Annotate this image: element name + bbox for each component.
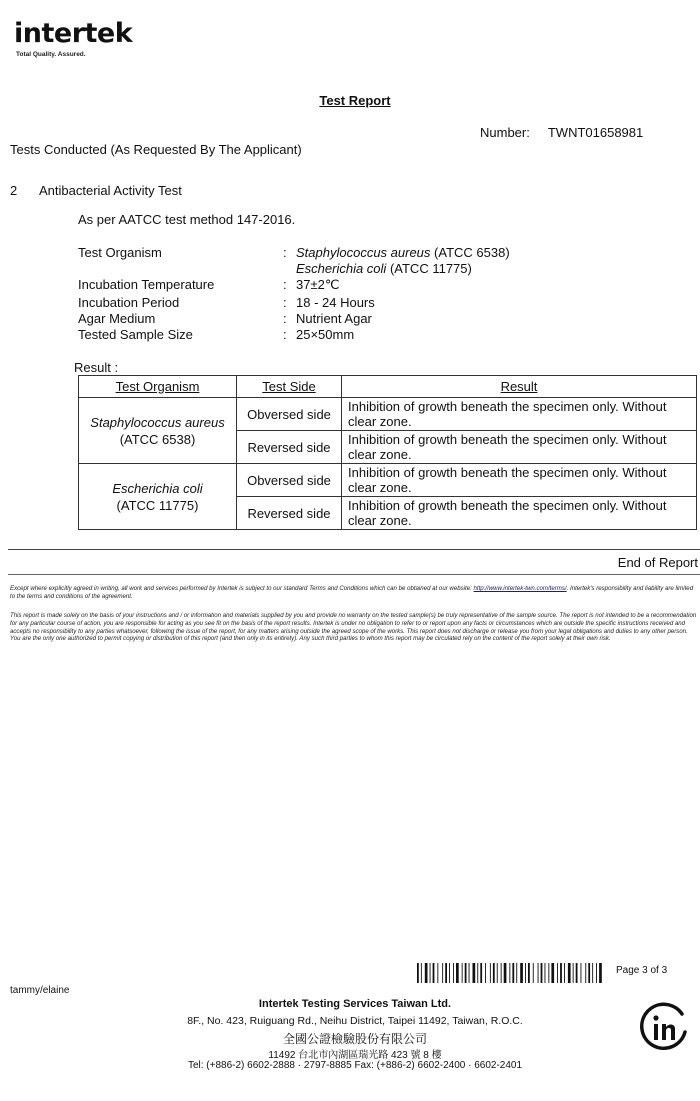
page-number: Page 3 of 3 [616,965,668,976]
section-title: Antibacterial Activity Test [39,183,182,198]
address-en: 8F., No. 423, Ruiguang Rd., Neihu District, Taipei 11492, Taiwan, R.O.C. [187,1015,523,1027]
initials: tammy/elaine [10,985,70,996]
spec-label: Tested Sample Size [78,327,193,342]
side-cell: Reversed side [237,431,342,464]
divider [8,574,700,575]
result-cell: Inhibition of growth beneath the specimen only. Without clear zone. [342,497,697,530]
spec-row-agar [0,311,700,327]
organism-cell [79,398,237,464]
spec-colon: : [283,311,287,326]
spec-label: Agar Medium [78,311,156,326]
tests-conducted: Tests Conducted (As Requested By The Applicant) [10,142,302,157]
col-header: Result [342,376,697,398]
spec-row-size [0,327,700,343]
side-cell: Reversed side [237,497,342,530]
spec-row-organism [0,245,700,261]
report-title: Test Report [319,93,391,108]
terms-paragraph [10,585,698,601]
result-cell: Inhibition of growth beneath the specimen only. Without clear zone. [342,464,697,497]
result-label: Result : [74,360,119,375]
spec-colon: : [283,327,287,342]
divider [8,549,700,550]
address-zh: 11492 台北市內湖區瑞光路 423 號 8 樓 [268,1050,442,1061]
end-of-report: End of Report [617,555,698,570]
result-table [78,375,697,530]
barcode [417,963,605,983]
organism-name: Staphylococcus aureus [296,245,431,260]
spec-row-period [0,295,700,311]
organism-name: Staphylococcus aureus [90,414,225,430]
organism-code: (ATCC 11775) [389,261,472,276]
logo-tagline: Total Quality. Assured. [16,51,86,58]
spec-label: Test Organism [78,245,162,260]
terms-link[interactable]: http://www.intertek-twn.com/terms/ [473,585,567,592]
disclaimer-paragraph: This report is made solely on the basis of your instructions and / or information and materials supplied by you and provide no warranty on the tested sample(s) be truly representative of the sample source. The report is not intended to be a recommendation for any particular course of action, you are responsible for acting as you see fit on the basis of the report results. Intertek is under no obligation to refer to or report upon any facts or circumstances which are outside the specific instructions received and accepts no responsibility to any parties whatsoever, following the issue of the report, for any matters arising outside the agreed scope of the works. This report does not discharge or release you from your legal obligations and duties to any other person. You are the only one authorized to permit copying or distribution of this report (and then only in its entirety). Any such third parties to whom this report may be circulated rely on the content of the report solely at their own risk. [10,612,697,643]
side-cell: Obversed side [237,464,342,497]
number-value: TWNT01658981 [547,125,644,140]
spec-row-temperature [0,277,700,293]
test-method: As per AATCC test method 147-2016. [78,212,296,227]
spec-label: Incubation Temperature [78,277,215,292]
spec-value [296,245,510,260]
organism-name: Escherichia coli [296,261,387,276]
company-name-zh: 全國公證檢驗股份有限公司 [282,1032,427,1046]
spec-value: 25×50mm [296,327,355,342]
terms-text-after: . Intertek's responsibility and liability are limited to the terms and conditions of the agreement. [10,585,694,600]
terms-text: Except where explicitly agreed in writing, all work and services performed by Intertek is subject to our standard Terms and Conditions which can be obtained at our website: [10,585,474,592]
result-cell: Inhibition of growth beneath the specimen only. Without clear zone. [342,431,697,464]
spec-colon: : [283,245,287,260]
section-heading [10,183,182,198]
organism-code: (ATCC 11775) [116,497,199,513]
spec-colon: : [283,295,287,310]
side-cell: Obversed side [237,398,342,431]
spec-label: Incubation Period [78,295,180,310]
organism-cell [79,464,237,530]
table-row [79,464,697,497]
organism-code: (ATCC 6538) [119,431,196,447]
organism-code: (ATCC 6538) [434,245,510,260]
spec-value: 18 - 24 Hours [296,295,375,310]
result-cell: Inhibition of growth beneath the specimen only. Without clear zone. [342,398,697,431]
intertek-logo: intertek [14,18,133,49]
intertek-circle-logo [638,1002,690,1054]
table-header-row [79,376,697,398]
spec-row-organism-2 [0,261,700,277]
number-label: Number: [480,125,530,140]
phone-fax: Tel: (+886-2) 6602-2888 · 2797-8885 Fax: (+886-2) 6602-2400 · 6602-2401 [187,1060,523,1071]
spec-colon: : [283,277,287,292]
table-row [79,398,697,431]
organism-name: Escherichia coli [112,480,203,496]
spec-value: 37±2℃ [296,277,340,292]
spec-value: Nutrient Agar [296,311,372,326]
report-number [480,125,643,140]
section-number: 2 [10,183,18,198]
spec-value [296,261,472,276]
col-header: Test Side [237,376,342,398]
col-header: Test Organism [79,376,237,398]
company-name: Intertek Testing Services Taiwan Ltd. [258,998,452,1010]
